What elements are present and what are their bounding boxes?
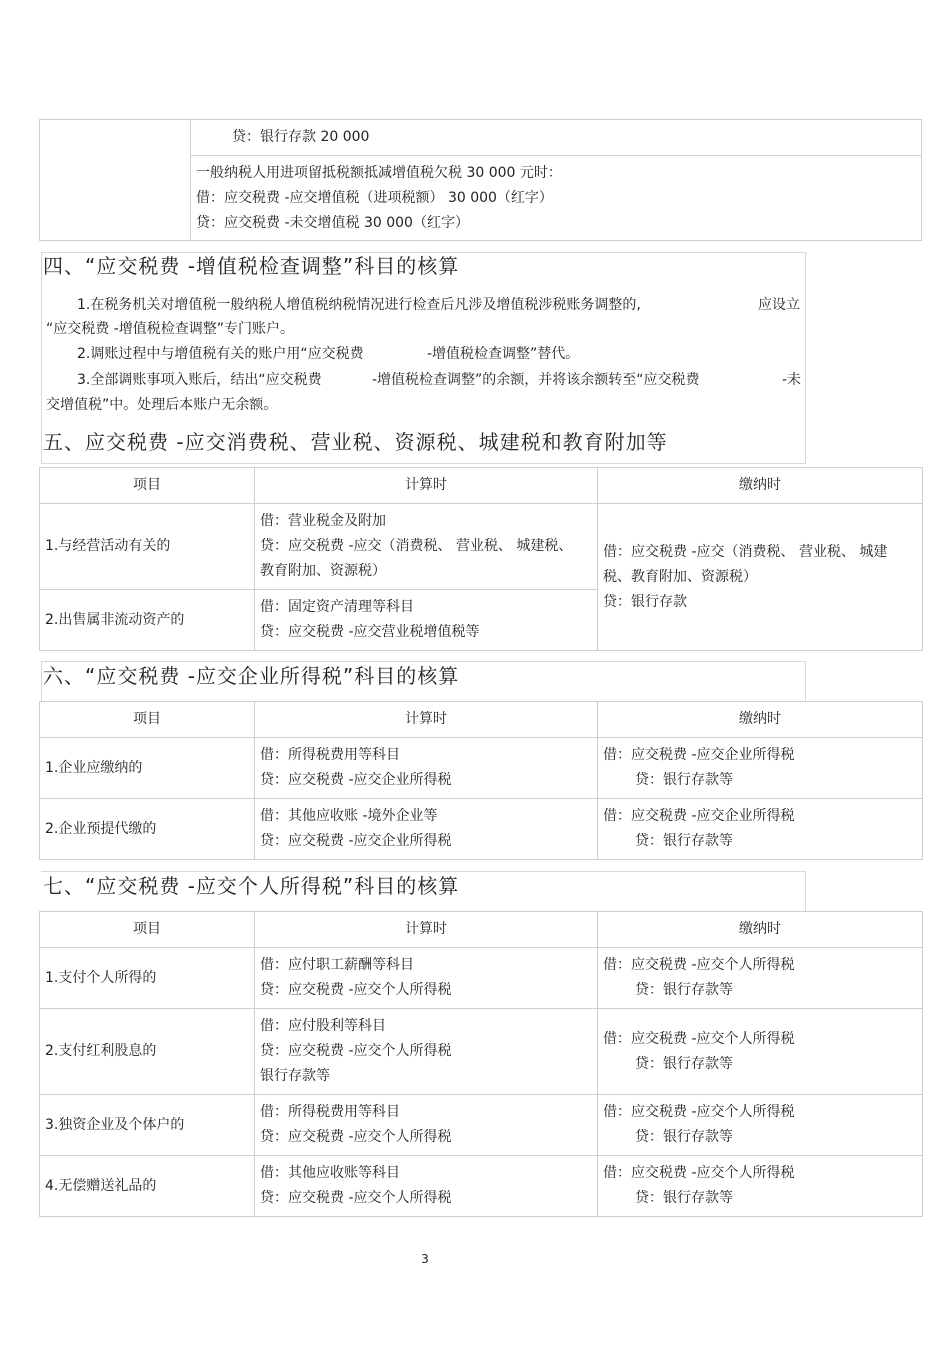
top-block-divider-horizontal	[190, 155, 922, 156]
section4-para3-d: 交增值税”中。处理后本账户无余额。	[46, 397, 278, 413]
table-row	[40, 738, 923, 799]
top-debit-entry: 借：应交税费 -应交增值税（进项税额） 30 000（红字）	[196, 190, 553, 206]
item-cell: 2.支付红利股息的	[40, 1009, 255, 1095]
table-row	[40, 1009, 923, 1095]
header-calc: 计算时	[255, 912, 598, 948]
section4-para3-c: -未	[782, 372, 802, 388]
top-case-text: 一般纳税人用进项留抵税额抵减增值税欠税 30 000 元时：	[196, 165, 562, 181]
table-row	[40, 1095, 923, 1156]
section7-heading: 七、“应交税费 -应交个人所得税”科目的核算	[43, 874, 460, 898]
table-row	[40, 504, 923, 590]
section4-para1-b: 应设立	[758, 297, 800, 313]
pay-cell: 借：应交税费 -应交个人所得税 贷：银行存款等	[598, 1009, 923, 1095]
pay-cell: 借：应交税费 -应交企业所得税 贷：银行存款等	[598, 799, 923, 860]
section4-para2-b: -增值税检查调整”替代。	[427, 346, 580, 362]
section5-heading: 五、应交税费 -应交消费税、营业税、资源税、城建税和教育附加等	[43, 430, 668, 454]
top-credit-entry: 贷：应交税费 -未交增值税 30 000（红字）	[196, 215, 469, 231]
section7-table	[39, 911, 923, 1217]
header-pay: 缴纳时	[598, 702, 923, 738]
section4-para3-b: -增值税检查调整”的余额，并将该余额转至“应交税费	[372, 372, 700, 388]
calc-cell: 借：所得税费用等科目 贷：应交税费 -应交企业所得税	[255, 738, 598, 799]
section5-table	[39, 467, 923, 651]
section4-para3-a: 3.全部调账事项入账后，结出“应交税费	[77, 372, 322, 388]
calc-cell: 借：固定资产清理等科目 贷：应交税费 -应交营业税增值税等	[255, 590, 598, 651]
section4-heading: 四、“应交税费 -增值税检查调整”科目的核算	[43, 254, 460, 278]
pay-cell: 借：应交税费 -应交个人所得税 贷：银行存款等	[598, 1095, 923, 1156]
item-cell: 3.独资企业及个体户的	[40, 1095, 255, 1156]
header-pay: 缴纳时	[598, 912, 923, 948]
calc-cell: 借：营业税金及附加 贷：应交税费 -应交（消费税、 营业税、 城建税、 教育附加、资源税）	[255, 504, 598, 590]
calc-cell: 借：应付职工薪酬等科目 贷：应交税费 -应交个人所得税	[255, 948, 598, 1009]
section4-para2-a: 2.调账过程中与增值税有关的账户用“应交税费	[77, 346, 364, 362]
section4-para1-a: 1.在税务机关对增值税一般纳税人增值税纳税情况进行检查后凡涉及增值税涉税账务调整的,	[77, 297, 641, 313]
table-header-row	[40, 912, 923, 948]
table-header-row	[40, 702, 923, 738]
section6-heading: 六、“应交税费 -应交企业所得税”科目的核算	[43, 664, 460, 688]
header-item: 项目	[40, 912, 255, 948]
pay-cell: 借：应交税费 -应交个人所得税 贷：银行存款等	[598, 1156, 923, 1217]
item-cell: 2.出售属非流动资产的	[40, 590, 255, 651]
header-calc: 计算时	[255, 468, 598, 504]
table-row	[40, 948, 923, 1009]
calc-cell: 借：其他应收账等科目 贷：应交税费 -应交个人所得税	[255, 1156, 598, 1217]
header-item: 项目	[40, 702, 255, 738]
item-cell: 2.企业预提代缴的	[40, 799, 255, 860]
table-row	[40, 799, 923, 860]
pay-cell: 借：应交税费 -应交企业所得税 贷：银行存款等	[598, 738, 923, 799]
calc-cell: 借：应付股利等科目 贷：应交税费 -应交个人所得税 银行存款等	[255, 1009, 598, 1095]
header-calc: 计算时	[255, 702, 598, 738]
table-header-row	[40, 468, 923, 504]
header-item: 项目	[40, 468, 255, 504]
top-block-divider-vertical	[190, 119, 191, 241]
pay-cell: 借：应交税费 -应交（消费税、 营业税、 城建 税、教育附加、资源税） 贷：银行存款	[598, 504, 923, 651]
top-credit-bank: 贷：银行存款 20 000	[232, 129, 370, 145]
section6-table	[39, 701, 923, 860]
header-pay: 缴纳时	[598, 468, 923, 504]
calc-cell: 借：其他应收账 -境外企业等 贷：应交税费 -应交企业所得税	[255, 799, 598, 860]
item-cell: 1.企业应缴纳的	[40, 738, 255, 799]
pay-cell: 借：应交税费 -应交个人所得税 贷：银行存款等	[598, 948, 923, 1009]
table-row	[40, 1156, 923, 1217]
item-cell: 1.与经营活动有关的	[40, 504, 255, 590]
item-cell: 4.无偿赠送礼品的	[40, 1156, 255, 1217]
item-cell: 1.支付个人所得的	[40, 948, 255, 1009]
calc-cell: 借：所得税费用等科目 贷：应交税费 -应交个人所得税	[255, 1095, 598, 1156]
page-number: 3	[421, 1252, 429, 1266]
section4-para1-c: “应交税费 -增值税检查调整”专门账户。	[46, 321, 295, 337]
